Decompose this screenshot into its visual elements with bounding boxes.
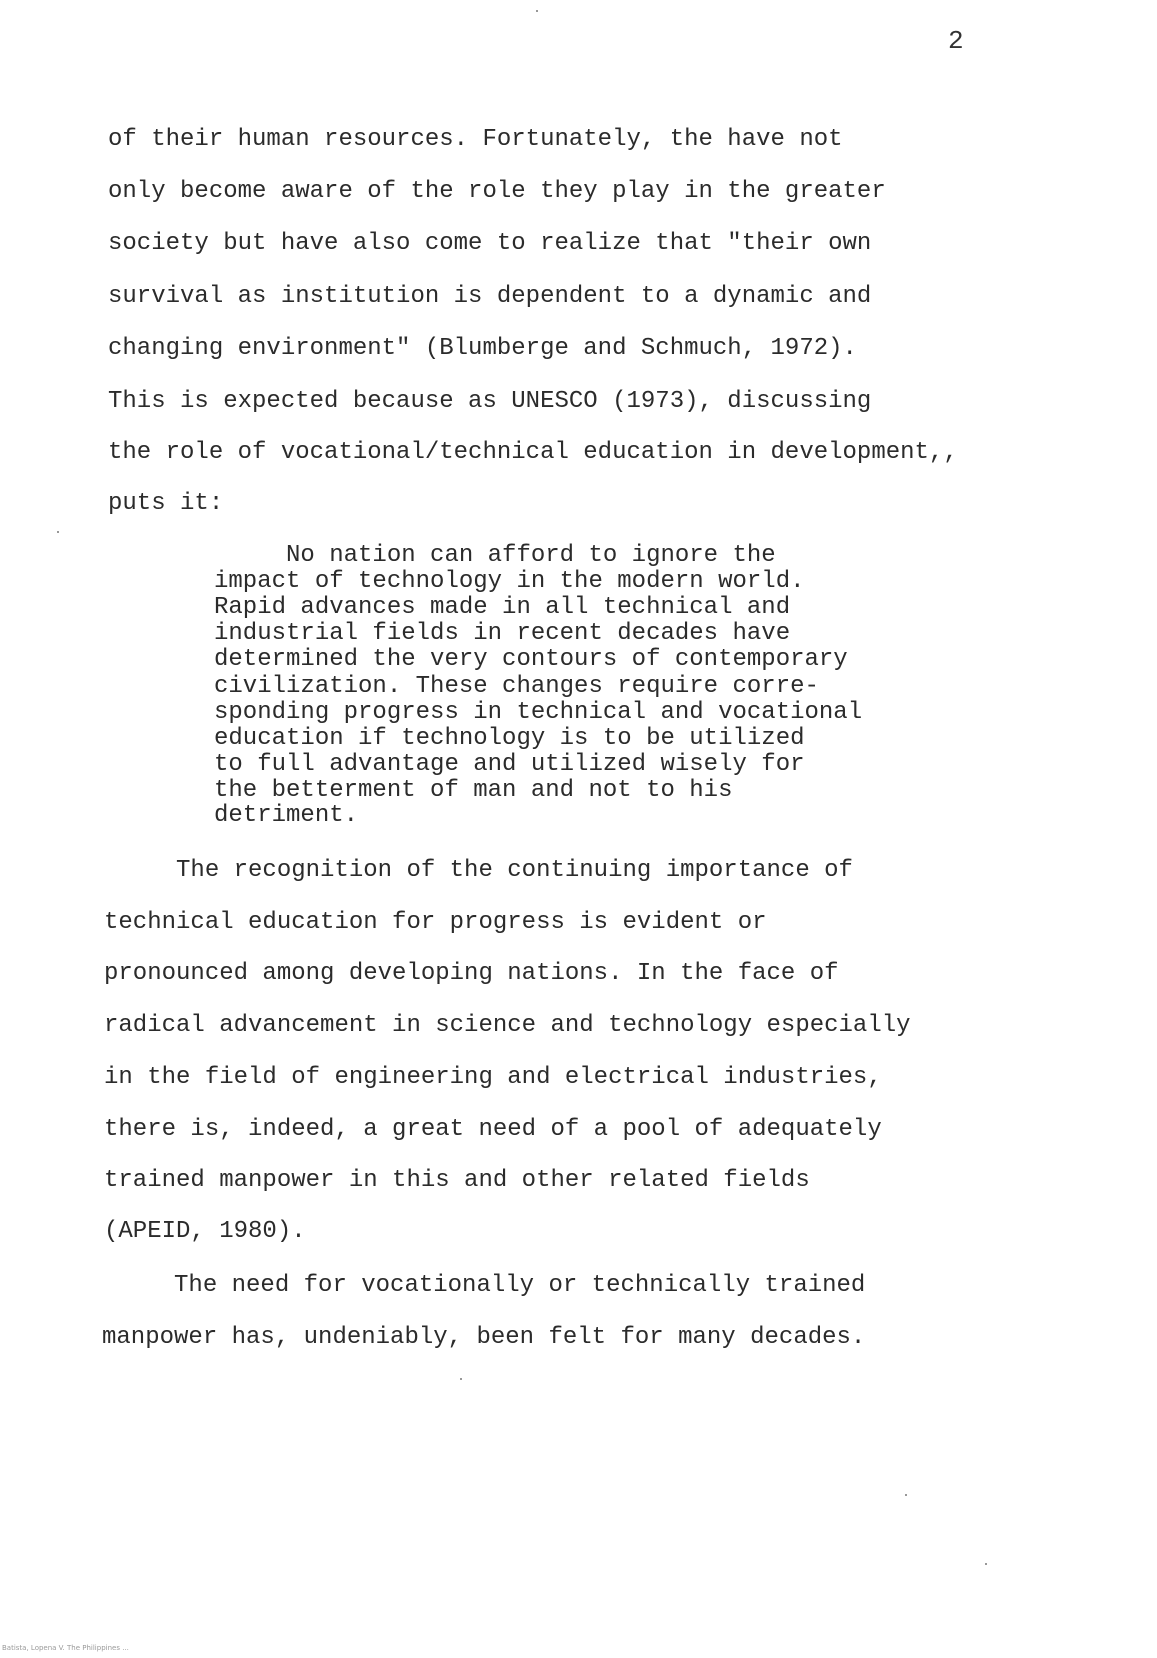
scan-speck (460, 1378, 462, 1380)
quote-line: sponding progress in technical and vocational (214, 699, 863, 726)
text-line: The need for vocationally or technically trained (102, 1272, 866, 1299)
quote-line: determined the very contours of contemporary (214, 646, 848, 673)
quote-line: education if technology is to be utilized (214, 725, 805, 752)
text-line: (APEID, 1980). (104, 1218, 306, 1245)
quote-line: No nation can afford to ignore the (214, 542, 776, 569)
text-line: the role of vocational/technical education in development,, (108, 439, 958, 466)
scan-speck (905, 1494, 907, 1496)
quote-line: industrial fields in recent decades have (214, 620, 791, 647)
quote-line: impact of technology in the modern world. (214, 568, 805, 595)
text-line: in the field of engineering and electrical industries, (104, 1064, 882, 1091)
text-line: technical education for progress is evident or (104, 909, 767, 936)
scan-speck (57, 531, 59, 533)
page-number: 2 (948, 26, 964, 56)
scan-footer: Batista, Lopena V. The Philippines ... (2, 1644, 129, 1652)
text-line: puts it: (108, 490, 224, 517)
quote-line: detriment. (214, 802, 359, 829)
text-line: pronounced among developing nations. In the face of (104, 960, 839, 987)
quote-line: Rapid advances made in all technical and (214, 594, 791, 621)
text-line: This is expected because as UNESCO (1973), discussing (108, 388, 872, 415)
text-line: survival as institution is dependent to a dynamic and (108, 283, 872, 310)
text-line: of their human resources. Fortunately, the have not (108, 126, 843, 153)
text-line: The recognition of the continuing importance of (104, 857, 853, 884)
text-line: only become aware of the role they play in the greater (108, 178, 886, 205)
text-line: there is, indeed, a great need of a pool of adequately (104, 1116, 882, 1143)
scan-speck (985, 1563, 987, 1565)
text-line: manpower has, undeniably, been felt for many decades. (102, 1324, 866, 1351)
scan-speck (536, 10, 538, 12)
quote-line: the betterment of man and not to his (214, 777, 733, 804)
text-line: radical advancement in science and technology especially (104, 1012, 911, 1039)
quote-line: to full advantage and utilized wisely for (214, 751, 805, 778)
text-line: changing environment" (Blumberge and Schmuch, 1972). (108, 335, 857, 362)
text-line: society but have also come to realize that "their own (108, 230, 872, 257)
quote-line: civilization. These changes require corre- (214, 673, 819, 700)
text-line: trained manpower in this and other related fields (104, 1167, 810, 1194)
